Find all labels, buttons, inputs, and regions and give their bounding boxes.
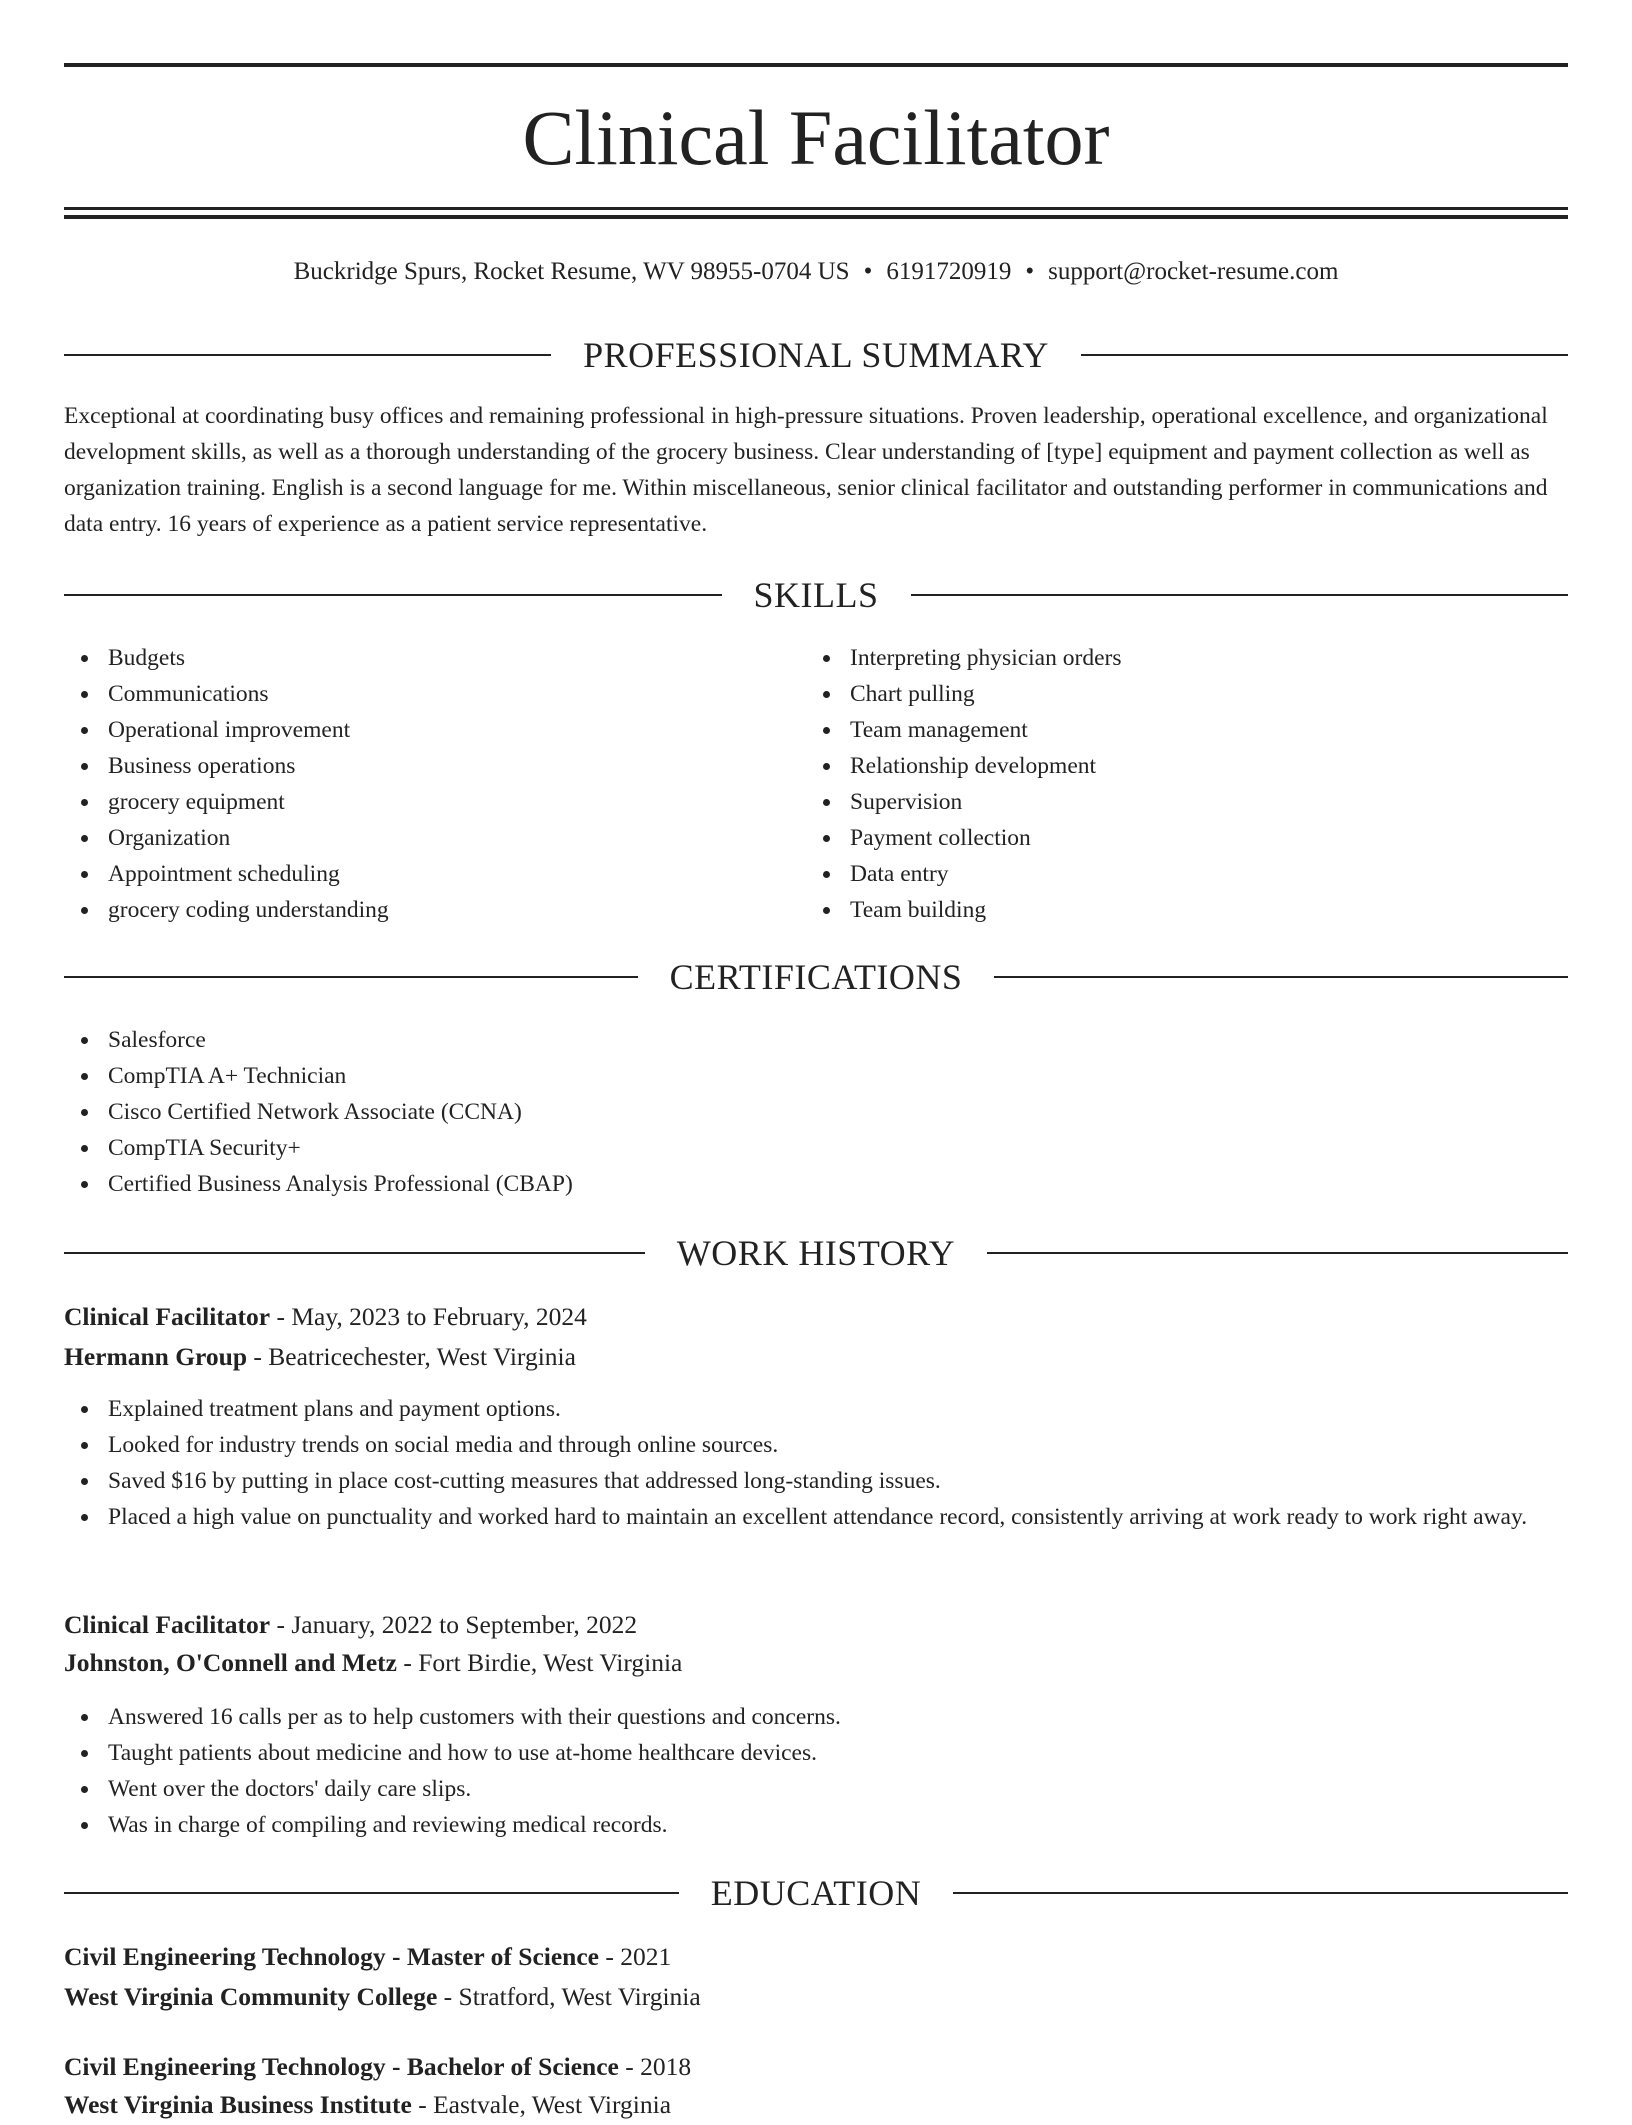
job-duty: Looked for industry trends on social media and through online sources. xyxy=(64,1427,1568,1463)
job-duty: Went over the doctors' daily care slips. xyxy=(64,1771,1568,1807)
certification-item: CompTIA A+ Technician xyxy=(64,1058,1568,1094)
skill-item: grocery coding understanding xyxy=(64,892,764,928)
work-history-heading xyxy=(64,1229,1568,1277)
skill-item: Supervision xyxy=(806,784,1506,820)
heading-rule xyxy=(64,976,638,978)
job-location: - Beatricechester, West Virginia xyxy=(247,1342,576,1371)
education-location: - Stratford, West Virginia xyxy=(437,1982,701,2011)
job-title-line xyxy=(64,1297,1568,1337)
certifications-list xyxy=(64,1022,1568,1202)
heading-rule xyxy=(64,594,722,596)
certification-item: Cisco Certified Network Associate (CCNA) xyxy=(64,1094,1568,1130)
skill-item: Payment collection xyxy=(806,820,1506,856)
summary-heading-label: PROFESSIONAL SUMMARY xyxy=(583,335,1049,375)
skill-item: Interpreting physician orders xyxy=(806,640,1506,676)
job-company-line xyxy=(64,1643,1568,1683)
job-location: - Fort Birdie, West Virginia xyxy=(396,1648,683,1677)
certifications-heading-label: CERTIFICATIONS xyxy=(669,957,963,997)
job-duty: Placed a high value on punctuality and worked hard to maintain an excellent attendance record, consistently arriving at work ready to work right away. xyxy=(64,1499,1568,1535)
heading-rule xyxy=(1081,354,1568,356)
education-year: - 2021 xyxy=(599,1942,672,1971)
skill-item: Chart pulling xyxy=(806,676,1506,712)
education-school: West Virginia Business Institute xyxy=(64,2090,412,2119)
summary-heading xyxy=(64,331,1568,379)
skills-heading xyxy=(64,571,1568,619)
job-title: Clinical Facilitator xyxy=(64,1610,271,1639)
education-degree: Civil Engineering Technology - Bachelor of Science xyxy=(64,2052,619,2081)
skill-item: Team building xyxy=(806,892,1506,928)
job-duty: Taught patients about medicine and how to use at-home healthcare devices. xyxy=(64,1735,1568,1771)
contact-separator: • xyxy=(1025,258,1035,285)
job-duty: Was in charge of compiling and reviewing medical records. xyxy=(64,1807,1568,1843)
skills-list-right xyxy=(806,640,1506,928)
education-school-line xyxy=(64,1977,1568,2017)
education-school: West Virginia Community College xyxy=(64,1982,438,2011)
education-heading-label: EDUCATION xyxy=(710,1873,922,1913)
skills-list-left xyxy=(64,640,764,928)
header-double-rule-top xyxy=(64,207,1568,210)
education-heading xyxy=(64,1869,1568,1917)
education-degree-line xyxy=(64,1937,1568,1977)
heading-rule xyxy=(987,1252,1568,1254)
job-dates: - May, 2023 to February, 2024 xyxy=(270,1302,587,1331)
heading-rule xyxy=(64,1252,645,1254)
job-company-line xyxy=(64,1337,1568,1377)
certification-item: Certified Business Analysis Professional (CBAP) xyxy=(64,1166,1568,1202)
education-degree: Civil Engineering Technology - Master of Science xyxy=(64,1942,600,1971)
contact-phone: 6191720919 xyxy=(886,258,1012,285)
skills-heading-label: SKILLS xyxy=(753,575,879,615)
job-title-line xyxy=(64,1605,1568,1645)
certification-item: CompTIA Security+ xyxy=(64,1130,1568,1166)
job-company: Johnston, O'Connell and Metz xyxy=(64,1648,397,1677)
skill-item: Budgets xyxy=(64,640,764,676)
heading-rule xyxy=(953,1892,1568,1894)
job-company: Hermann Group xyxy=(64,1342,248,1371)
heading-rule xyxy=(994,976,1568,978)
skill-item: Business operations xyxy=(64,748,764,784)
skill-item: Relationship development xyxy=(806,748,1506,784)
certifications-heading xyxy=(64,953,1568,1001)
contact-separator: • xyxy=(863,258,873,285)
contact-line xyxy=(64,252,1568,292)
header-double-rule-bottom xyxy=(64,215,1568,219)
education-school-line xyxy=(64,2085,1568,2125)
job-duties-list xyxy=(64,1699,1568,1843)
heading-rule xyxy=(64,1892,679,1894)
contact-email: support@rocket-resume.com xyxy=(1048,258,1339,285)
summary-text: Exceptional at coordinating busy offices and remaining professional in high-pressure situations. Proven leadership, operational excellence, and organizational development skills, as well as a thorough understanding of the grocery business. Clear understanding of [type] equipment and payment collection as well as organization training. English is a second language for me. Within miscellaneous, senior clinical facilitator and outstanding performer in communications and data entry. 16 years of experience as a patient service representative. xyxy=(64,403,1548,537)
header-top-rule xyxy=(64,63,1568,67)
education-location: - Eastvale, West Virginia xyxy=(411,2090,672,2119)
skill-item: Organization xyxy=(64,820,764,856)
job-duty: Answered 16 calls per as to help customers with their questions and concerns. xyxy=(64,1699,1568,1735)
resume-title: Clinical Facilitator xyxy=(522,94,1110,181)
work-history-heading-label: WORK HISTORY xyxy=(676,1233,956,1273)
skill-item: Communications xyxy=(64,676,764,712)
certification-item: Salesforce xyxy=(64,1022,1568,1058)
skill-item: grocery equipment xyxy=(64,784,764,820)
heading-rule xyxy=(911,594,1569,596)
skill-item: Operational improvement xyxy=(64,712,764,748)
job-title: Clinical Facilitator xyxy=(64,1302,271,1331)
education-year: - 2018 xyxy=(618,2052,692,2081)
education-degree-line xyxy=(64,2047,1568,2087)
job-duty: Saved $16 by putting in place cost-cutting measures that addressed long-standing issues. xyxy=(64,1463,1568,1499)
heading-rule xyxy=(64,354,551,356)
skill-item: Team management xyxy=(806,712,1506,748)
skill-item: Data entry xyxy=(806,856,1506,892)
job-dates: - January, 2022 to September, 2022 xyxy=(270,1610,638,1639)
job-duties-list xyxy=(64,1391,1568,1535)
skill-item: Appointment scheduling xyxy=(64,856,764,892)
job-duty: Explained treatment plans and payment options. xyxy=(64,1391,1568,1427)
contact-address: Buckridge Spurs, Rocket Resume, WV 98955-0704 US xyxy=(293,258,850,285)
